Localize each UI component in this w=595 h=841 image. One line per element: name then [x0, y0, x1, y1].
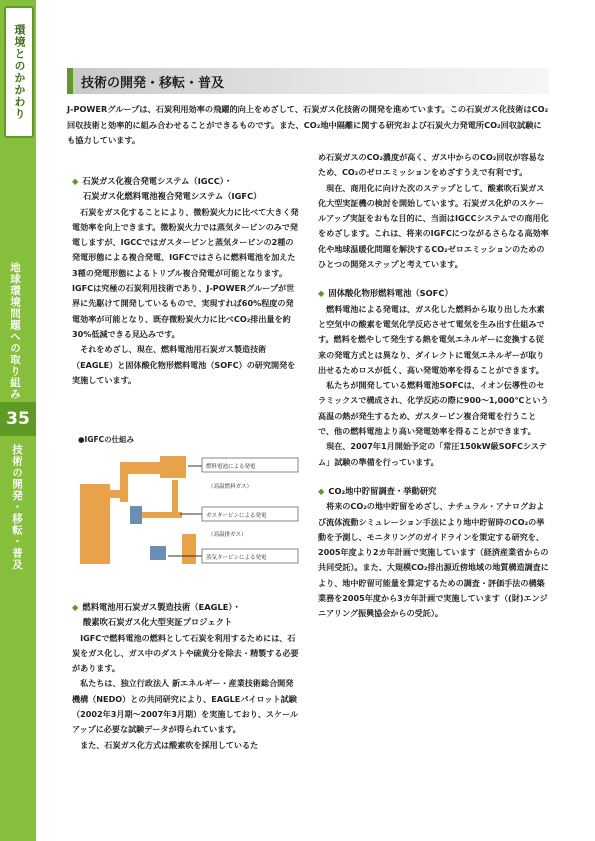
paragraph: それをめざし、現在、燃料電池用石炭ガス製造技術（EAGLE）と固体酸化物形燃料電池（SOFC）の研究開発を実施しています。 — [72, 344, 296, 385]
diamond-bullet-icon: ◆ — [72, 602, 79, 612]
title-marker — [67, 68, 73, 94]
paragraph: 現在、商用化に向けた次のステップとして、酸素吹石炭ガス化大型実証機の検討を開始しています。石炭ガス化炉のスケールアップ実証をおもな目的に、当面はIGCCシステムでの商用化をめざします。これは、将来のIGFCにつながるさらなる高効率化や地球温暖化問題を解決するCO₂ゼロエミッションのためのひとつの開発ステップと考えています。 — [318, 182, 549, 270]
right-column — [318, 150, 550, 622]
left-column-lower — [72, 600, 300, 753]
section-label: 地球環境問題への取り組み — [9, 262, 21, 400]
paragraph: 将来のCO₂の地中貯留をめざし、ナチュラル・アナログおよび流体流動シミュレーション手法により地中貯留時のCO₂の挙動を予測し、モニタリングのガイドラインを策定する研究を、2005年度より2カ年計画で実施しています（経済産業省からの共同受託）。また、大規模CO₂排出源近傍地域の地質構造調査により、地中貯留可能量を算定するための調査・評価手法の構築業務を2005年度から3カ年計画で実施しています（(財)エンジニアリング振興協会からの受託）。 — [318, 501, 549, 619]
diagram-label: ガスタービンによる発電 — [206, 513, 267, 519]
intro-paragraph: J-POWERグループは、石炭利用効率の飛躍的向上をめざして、石炭ガス化技術の開発を進めています。この石炭ガス化技術はCO₂回収技術と効率的に組み合わせることができるものです。また、CO₂地中隔離に関する研究および石炭火力発電所CO₂回収試験にも協力しています。 — [67, 104, 549, 145]
paragraph: 燃料電池による発電は、ガス化した燃料から取り出した水素と空気中の酸素を電気化学反応させて電気を生み出す仕組みです。燃料を燃やして発生する熱を電気エネルギーに変換する従来の発電方式とは異なり、ダイレクトに電気エネルギーが取り出せるためロスが低く、高い発電効率を得ることができます。 — [318, 303, 545, 375]
left-column — [72, 174, 300, 388]
section-heading-oxygen: 酸素吹石炭ガス化大型実証プロジェクト — [83, 617, 233, 628]
gas-turbine-shape — [130, 506, 142, 524]
steam-turbine-shape — [150, 546, 166, 560]
diamond-bullet-icon: ◆ — [72, 176, 79, 186]
diagram-label: 蒸気タービンによる発電 — [206, 555, 267, 561]
section-heading-igcc: ◆ 石炭ガス化複合発電システム（IGCC）・ — [72, 176, 233, 186]
paragraph: IGFCで燃料電池の燃料として石炭を利用するためには、石炭をガス化し、ガス中のダストや硫黄分を除去・精製する必要があります。 — [72, 632, 299, 674]
diagram-label: （高温排ガス） — [208, 532, 247, 538]
section-heading-sofc: ◆ 固体酸化物形燃料電池（SOFC） — [318, 288, 453, 299]
gasifier-shape — [80, 484, 110, 564]
paragraph: また、石炭ガス化方式は酸素吹を採用しているた — [80, 739, 259, 750]
diagram-label: 燃料電池による発電 — [206, 464, 256, 470]
diamond-bullet-icon: ◆ — [318, 288, 325, 299]
diagram-label: （高温燃料ガス） — [208, 484, 253, 490]
paragraph: 私たちが開発している燃料電池SOFCは、イオン伝導性のセラミックスで構成され、化学反応の際に900〜1,000℃という高温の熱が発生するため、ガスタービン複合発電を行うことで、他の燃料電池より高い発電効率を得ることができます。 — [318, 380, 549, 437]
section-heading-co2: ◆ CO₂地中貯留調査・挙動研究 — [318, 485, 437, 496]
section-title: 技術の開発・移転・普及 — [81, 75, 225, 91]
chapter-label: 環境とのかかわり — [13, 24, 26, 120]
sidebar — [0, 0, 36, 841]
subsection-label: 技術の開発・移転・普及 — [11, 444, 23, 571]
section-heading-igfc: 石炭ガス化燃料電池複合発電システム（IGFC） — [83, 191, 262, 202]
chapter-tab — [4, 6, 34, 138]
boiler-shape — [182, 534, 196, 564]
diamond-bullet-icon: ◆ — [318, 485, 325, 496]
section-heading-eagle: ◆ 燃料電池用石炭ガス製造技術（EAGLE）・ — [72, 602, 241, 612]
diagram-caption: ●IGFCの仕組み — [78, 435, 135, 444]
pipe-shape — [172, 480, 178, 514]
fuel-cell-shape — [160, 456, 186, 478]
paragraph: 石炭をガス化することにより、微粉炭火力に比べて大きく発電効率を向上できます。微粉炭火力では蒸気タービンのみで発電しますが、IGCCではガスタービンと蒸気タービンの2種の発電形態による複合発電、IGFCではさらに燃料電池を加えた3種の発電形態によるトリプル複合発電が可能となります。IGFCは究極の石炭利用技術であり、J-POWERグループが世界に先駆けて開発しているもので、実現すれば60%程度の発電効率が可能となり、既存微粉炭火力に比べCO₂排出量を約30%低減できる見込みです。 — [72, 206, 299, 339]
section-title-bar — [67, 68, 549, 94]
paragraph: 現在、2007年1月開始予定の「常圧150kW級SOFCシステム」試験の準備を行っています。 — [318, 441, 547, 467]
paragraph: め石炭ガスのCO₂濃度が高く、ガス中からのCO₂回収が容易なため、CO₂のゼロエミッションをめざすうえで有利です。 — [318, 152, 545, 178]
paragraph: 私たちは、独立行政法人 新エネルギー・産業技術総合開発機構（NEDO）との共同研究により、EAGLEパイロット試験（2002年3月期〜2007年3月期）を実施しており、スケールアップに必要な試験データが得られています。 — [72, 678, 299, 735]
pipe-shape — [120, 462, 128, 502]
page-number: 35 — [0, 402, 36, 436]
igfc-diagram — [76, 446, 302, 586]
